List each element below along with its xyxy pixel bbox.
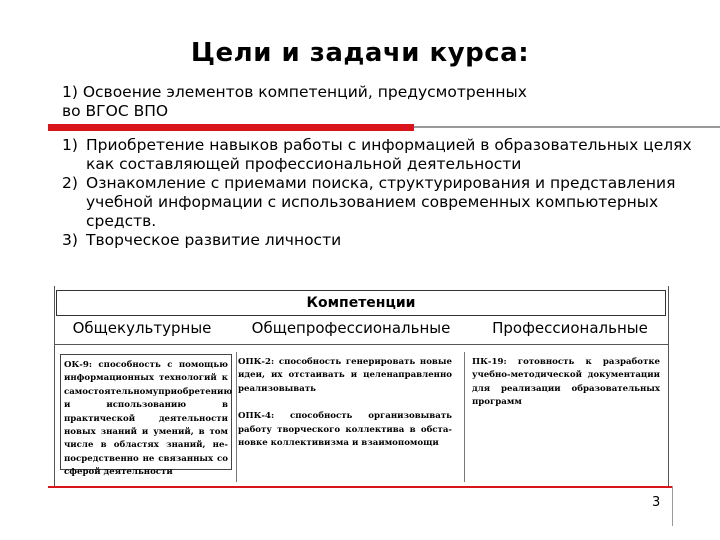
task-number: 3) xyxy=(62,231,78,249)
task-item xyxy=(62,174,702,231)
header-divider xyxy=(54,344,668,345)
task-number: 1) xyxy=(62,136,78,154)
column-header-general-professional: Общепрофессиональные xyxy=(251,319,451,337)
competency-pk19: ПК-19: готовность к разработке учебно-методической документации для реализации образовательных программ xyxy=(472,357,660,408)
column-header-general-cultural: Общекультурные xyxy=(72,319,212,337)
bottom-red-line xyxy=(48,486,672,488)
competency-opk-cell xyxy=(238,356,452,450)
competency-opk2: ОПК-2: способность генерировать новые идеи, их отстаивать и целенаправленно реализовывать xyxy=(238,357,452,394)
task-text: Творческое развитие личности xyxy=(86,231,342,249)
competencies-table xyxy=(52,286,672,486)
goal-text xyxy=(62,83,527,121)
column-divider xyxy=(464,352,465,482)
slide-title: Цели и задачи курса: xyxy=(190,38,530,68)
page-number: 3 xyxy=(652,495,661,510)
column-header-professional: Профессиональные xyxy=(492,319,648,337)
task-item xyxy=(62,231,702,250)
gray-divider xyxy=(414,126,720,128)
red-divider xyxy=(48,124,414,131)
task-text: Приобретение навыков работы с информацией в образовательных целях как составляющей профессиональной деятельности xyxy=(86,136,692,173)
table-border-right xyxy=(668,286,669,486)
task-item xyxy=(62,136,702,174)
task-text: Ознакомление с приемами поиска, структурирования и представления учебной информации с использованием современных компьютерных средств. xyxy=(86,174,676,230)
competency-ok9: ОК-9: способность с помощью информационных технологий к самостоятельномуприобретению и использованию в практической деятельности новых знаний и умений, в том числе в областях знаний, не-посредственно не связанных со сферой деятельности xyxy=(60,354,232,470)
column-divider xyxy=(236,352,237,482)
goal-line-2: во ВГОС ВПО xyxy=(62,102,169,120)
competency-opk4: ОПК-4: способность организовывать работу творческого коллектива в обста-новке коллективизма и взаимопомощи xyxy=(238,411,452,449)
task-list xyxy=(62,136,702,250)
table-border-left xyxy=(54,286,55,486)
competencies-header: Компетенции xyxy=(56,290,666,316)
goal-line-1: 1) Освоение элементов компетенций, предусмотренных xyxy=(62,83,527,101)
bottom-right-divider xyxy=(672,486,673,526)
task-number: 2) xyxy=(62,174,78,192)
